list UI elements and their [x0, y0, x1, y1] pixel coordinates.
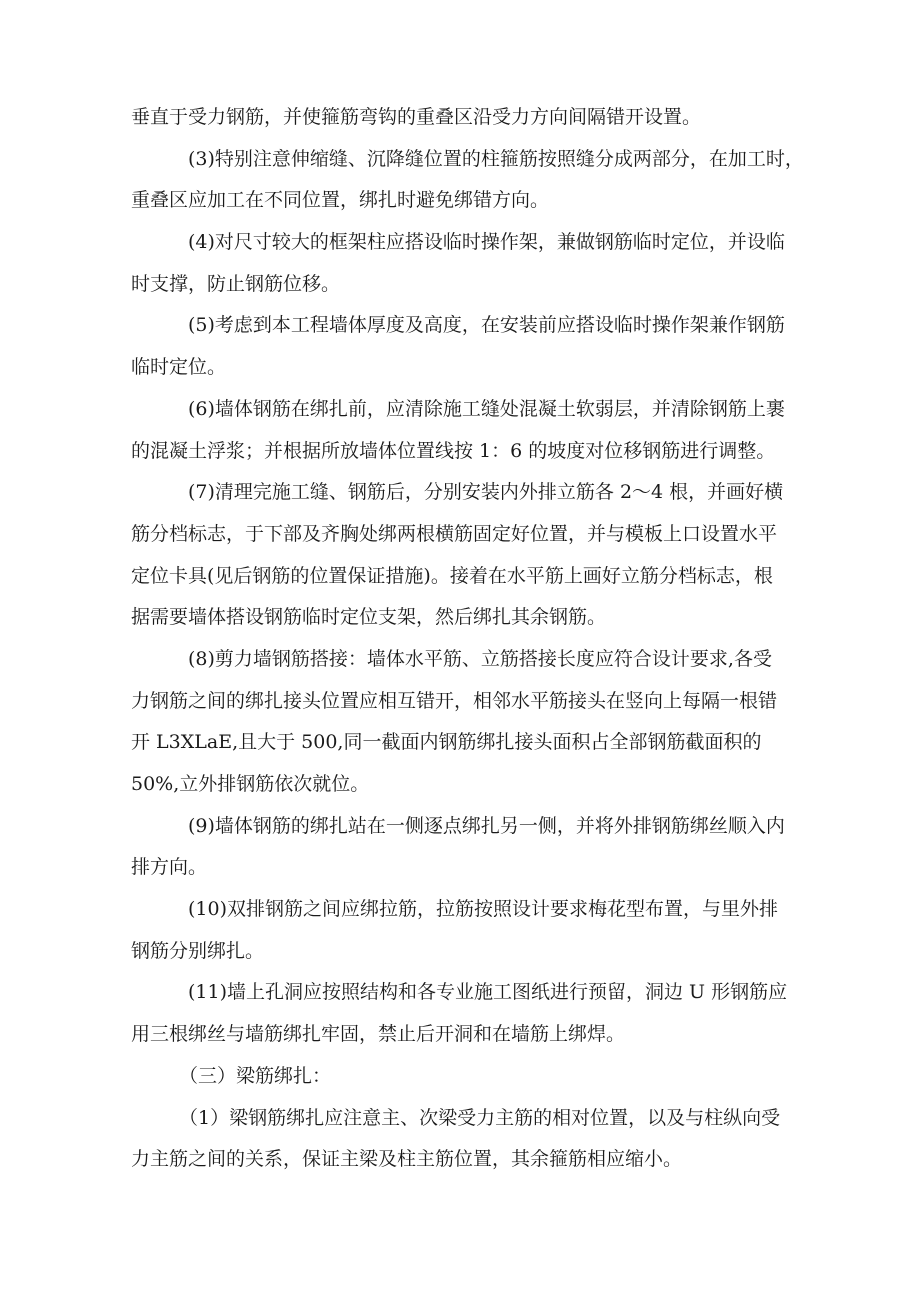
text-line: (8)剪力墙钢筋搭接：墙体水平筋、立筋搭接长度应符合设计要求,各受: [188, 647, 772, 670]
section-heading: （三）梁筋绑扎：: [179, 1064, 332, 1087]
paragraph-item-11: [131, 972, 815, 1055]
text-line: 重叠区应加工在不同位置，绑扎时避免绑错方向。: [131, 189, 550, 212]
text-line: 据需要墙体搭设钢筋临时定位支架，然后绑扎其余钢筋。: [131, 606, 607, 629]
text-line: (5)考虑到本工程墙体厚度及高度，在安装前应搭设临时操作架兼作钢筋: [188, 314, 785, 337]
text-line: (11)墙上孔洞应按照结构和各专业施工图纸进行预留，洞边 U 形钢筋应: [188, 981, 788, 1004]
text-line: (10)双排钢筋之间应绑拉筋，拉筋按照设计要求梅花型布置，与里外排: [188, 898, 779, 921]
text-line: 力主筋之间的关系，保证主梁及柱主筋位置，其余箍筋相应缩小。: [131, 1148, 683, 1171]
text-line: (4)对尺寸较大的框架柱应搭设临时操作架，兼做钢筋临时定位，并设临: [188, 231, 785, 254]
text-line: 开 L3XLaE,且大于 500,同一截面内钢筋绑扎接头面积占全部钢筋截面积的: [131, 731, 762, 754]
paragraph-beam-item-1: [131, 1098, 815, 1181]
text-line: 定位卡具(见后钢筋的位置保证措施)。接着在水平筋上画好立筋分档标志，根: [131, 564, 773, 587]
text-line: 钢筋分别绑扎。: [131, 939, 265, 962]
paragraph-item-10: [131, 889, 815, 972]
document-body: [131, 97, 815, 1181]
paragraph-item-7: [131, 472, 815, 639]
text-line: (7)清理完施工缝、钢筋后，分别安装内外排立筋各 2～4 根，并画好横: [188, 481, 784, 504]
text-line: (6)墙体钢筋在绑扎前，应清除施工缝处混凝土软弱层，并清除钢筋上裹: [188, 397, 785, 420]
paragraph-item-4: [131, 222, 815, 305]
text-line: 时支撑，防止钢筋位移。: [131, 272, 341, 295]
text-line: （1）梁钢筋绑扎应注意主、次梁受力主筋的相对位置，以及与柱纵向受: [179, 1106, 781, 1129]
text-line: (9)墙体钢筋的绑扎站在一侧逐点绑扎另一侧，并将外排钢筋绑丝顺入内: [188, 814, 785, 837]
text-line: 垂直于受力钢筋，并使箍筋弯钩的重叠区沿受力方向间隔错开设置。: [131, 106, 702, 128]
text-line: 50%,立外排钢筋依次就位。: [131, 773, 370, 795]
paragraph-item-8: [131, 639, 815, 806]
section-heading-beam-binding: [131, 1056, 815, 1098]
paragraph-item-9: [131, 806, 815, 889]
paragraph-item-3: [131, 139, 815, 222]
text-line: 筋分档标志，于下部及齐胸处绑两根横筋固定好位置，并与模板上口设置水平: [131, 522, 778, 545]
text-line: 临时定位。: [131, 356, 227, 379]
paragraph-item-5: [131, 305, 815, 388]
text-line: 排方向。: [131, 856, 208, 879]
text-line: (3)特别注意伸缩缝、沉降缝位置的柱箍筋按照缝分成两部分，在加工时，: [188, 147, 804, 170]
paragraph-item-6: [131, 389, 815, 472]
text-line: 力钢筋之间的绑扎接头位置应相互错开，相邻水平筋接头在竖向上每隔一根错: [131, 689, 778, 712]
text-line: 的混凝土浮浆；并根据所放墙体位置线按 1：6 的坡度对位移钢筋进行调整。: [131, 439, 776, 462]
text-line: 用三根绑丝与墙筋绑扎牢固，禁止后开洞和在墙筋上绑焊。: [131, 1023, 626, 1046]
paragraph-continuation: [131, 97, 815, 139]
